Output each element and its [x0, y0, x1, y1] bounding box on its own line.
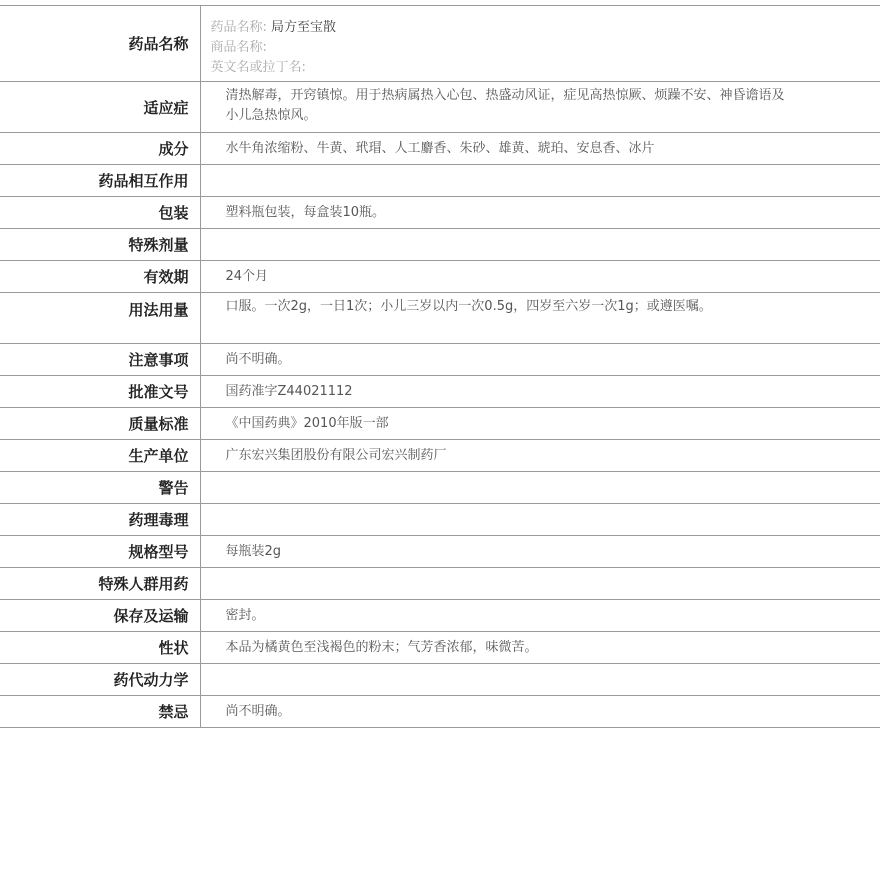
row-precautions — [0, 344, 880, 376]
row-pharmacokinetics — [0, 664, 880, 696]
shelf-life-value: 24个月 — [200, 261, 880, 293]
english-name-line — [211, 58, 791, 78]
row-usage-dosage — [0, 293, 880, 344]
row-special-dosage — [0, 229, 880, 261]
pharmacology-label: 药理毒理 — [0, 504, 200, 536]
packaging-value: 塑料瓶包装，每盒装10瓶。 — [200, 197, 880, 229]
english-name-key: 英文名或拉丁名: — [210, 60, 306, 75]
row-approval-number — [0, 376, 880, 408]
pharmacokinetics-value — [200, 664, 880, 696]
pharmacology-value — [200, 504, 880, 536]
shelf-life-label: 有效期 — [0, 261, 200, 293]
row-ingredients — [0, 133, 880, 165]
indications-value: 清热解毒，开窍镇惊。用于热病属热入心包、热盛动风证，症见高热惊厥、烦躁不安、神昏谵语及小儿急热惊风。 — [200, 82, 880, 133]
drug-spec-sheet — [0, 5, 880, 728]
special-dosage-label: 特殊剂量 — [0, 229, 200, 261]
row-contraindications — [0, 696, 880, 728]
specification-value: 每瓶装2g — [200, 536, 880, 568]
row-description — [0, 632, 880, 664]
special-populations-value — [200, 568, 880, 600]
trade-name-key: 商品名称: — [210, 40, 267, 55]
row-indications — [0, 82, 880, 133]
row-warning — [0, 472, 880, 504]
row-shelf-life — [0, 261, 880, 293]
special-dosage-value — [200, 229, 880, 261]
manufacturer-value: 广东宏兴集团股份有限公司宏兴制药厂 — [200, 440, 880, 472]
special-populations-label: 特殊人群用药 — [0, 568, 200, 600]
row-packaging — [0, 197, 880, 229]
usage-dosage-label: 用法用量 — [0, 293, 200, 344]
drug-name-label: 药品名称 — [0, 6, 200, 82]
quality-standard-label: 质量标准 — [0, 408, 200, 440]
row-pharmacology — [0, 504, 880, 536]
generic-name-line — [211, 18, 791, 38]
warning-label: 警告 — [0, 472, 200, 504]
interactions-label: 药品相互作用 — [0, 165, 200, 197]
packaging-label: 包装 — [0, 197, 200, 229]
ingredients-value: 水牛角浓缩粉、牛黄、玳瑁、人工麝香、朱砂、雄黄、琥珀、安息香、冰片 — [200, 133, 880, 165]
precautions-label: 注意事项 — [0, 344, 200, 376]
approval-number-label: 批准文号 — [0, 376, 200, 408]
drug-name-values — [200, 6, 880, 82]
contraindications-value: 尚不明确。 — [200, 696, 880, 728]
row-quality-standard — [0, 408, 880, 440]
storage-value: 密封。 — [200, 600, 880, 632]
usage-dosage-value: 口服。一次2g，一日1次；小儿三岁以内一次0.5g，四岁至六岁一次1g；或遵医嘱。 — [200, 293, 880, 344]
specification-label: 规格型号 — [0, 536, 200, 568]
interactions-value — [200, 165, 880, 197]
warning-value — [200, 472, 880, 504]
row-special-populations — [0, 568, 880, 600]
generic-name-key: 药品名称: — [210, 20, 267, 35]
description-value: 本品为橘黄色至浅褐色的粉末；气芳香浓郁，味微苦。 — [200, 632, 880, 664]
row-drug-name — [0, 6, 880, 82]
manufacturer-label: 生产单位 — [0, 440, 200, 472]
pharmacokinetics-label: 药代动力学 — [0, 664, 200, 696]
row-storage — [0, 600, 880, 632]
indications-label: 适应症 — [0, 82, 200, 133]
trade-name-line — [211, 38, 791, 58]
approval-number-value: 国药准字Z44021112 — [200, 376, 880, 408]
storage-label: 保存及运输 — [0, 600, 200, 632]
description-label: 性状 — [0, 632, 200, 664]
row-interactions — [0, 165, 880, 197]
quality-standard-value: 《中国药典》2010年版一部 — [200, 408, 880, 440]
generic-name-value: 局方至宝散 — [271, 20, 337, 35]
contraindications-label: 禁忌 — [0, 696, 200, 728]
ingredients-label: 成分 — [0, 133, 200, 165]
drug-spec-table — [0, 5, 880, 728]
row-specification — [0, 536, 880, 568]
precautions-value: 尚不明确。 — [200, 344, 880, 376]
row-manufacturer — [0, 440, 880, 472]
